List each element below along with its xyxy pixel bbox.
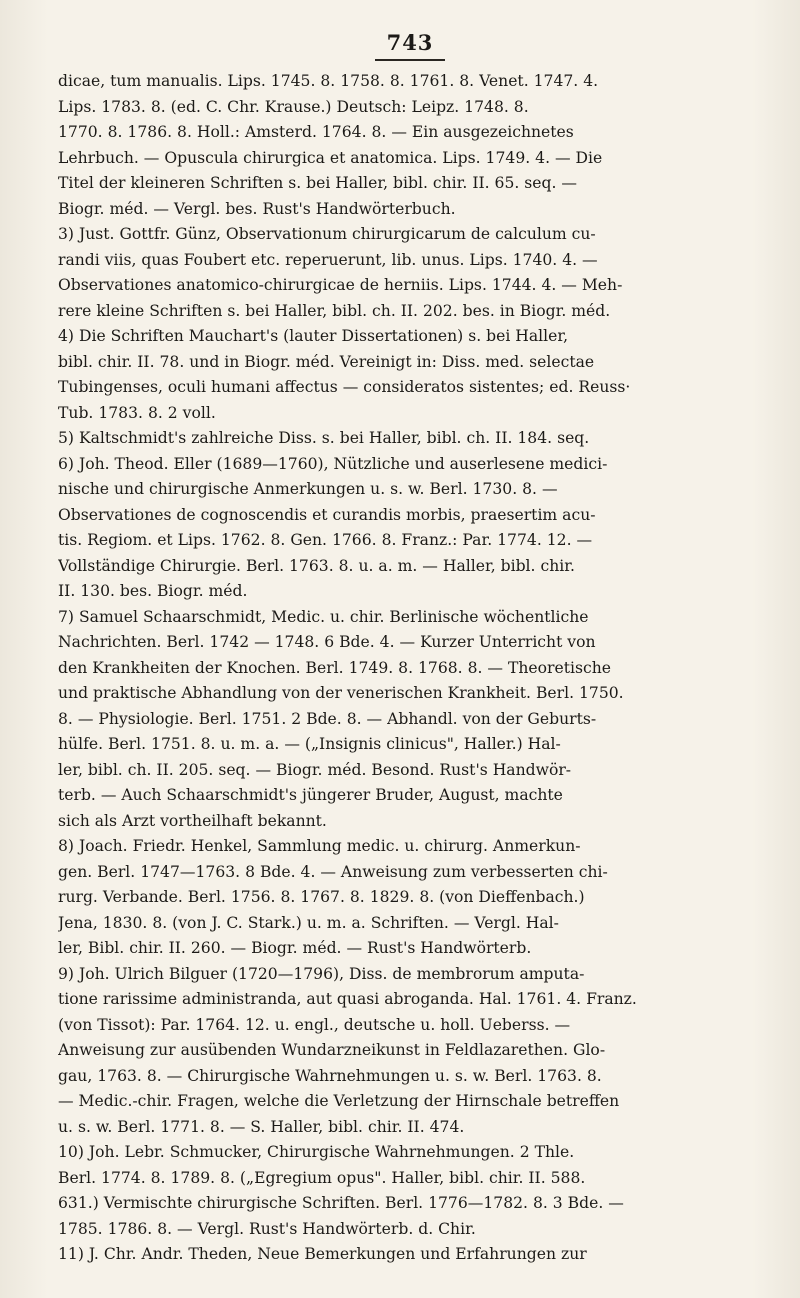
text-line: 631.) Vermischte chirurgische Schriften. Berl. 1776—1782. 8. 3 Bde. —: [58, 1194, 624, 1212]
text-line: rere kleine Schriften s. bei Haller, bibl. ch. II. 202. bes. in Biogr. méd.: [58, 301, 611, 320]
text-line: Tub. 1783. 8. 2 voll.: [58, 403, 216, 422]
text-line: dicae, tum manualis. Lips. 1745. 8. 1758. 8. 1761. 8. Venet. 1747. 4.: [58, 72, 599, 90]
text-line: sich als Arzt vortheilhaft bekannt.: [58, 811, 327, 830]
text-line: 8) Joach. Friedr. Henkel, Sammlung medic. u. chirurg. Anmerkun-: [58, 837, 581, 855]
text-line: tis. Regiom. et Lips. 1762. 8. Gen. 1766. 8. Franz.: Par. 1774. 12. —: [58, 531, 593, 549]
text-line: Titel der kleineren Schriften s. bei Haller, bibl. chir. II. 65. seq. —: [58, 174, 578, 192]
text-line: Jena, 1830. 8. (von J. C. Stark.) u. m. a. Schriften. — Vergl. Hal-: [58, 913, 559, 932]
text-line: Observationes anatomico-chirurgicae de herniis. Lips. 1744. 4. — Meh-: [58, 276, 623, 294]
text-line: II. 130. bes. Biogr. méd.: [58, 582, 248, 600]
page-number-rule: [375, 59, 445, 61]
text-line: 10) Joh. Lebr. Schmucker, Chirurgische Wahrnehmungen. 2 Thle.: [58, 1143, 575, 1161]
text-line: 3) Just. Gottfr. Günz, Observationum chirurgicarum de calculum cu-: [58, 225, 596, 243]
text-line: Observationes de cognoscendis et curandis morbis, praesertim acu-: [58, 505, 596, 524]
text-line: Vollständige Chirurgie. Berl. 1763. 8. u. a. m. — Haller, bibl. chir.: [58, 556, 575, 575]
text-line: Berl. 1774. 8. 1789. 8. („Egregium opus". Haller, bibl. chir. II. 588.: [58, 1168, 586, 1187]
text-line: gen. Berl. 1747—1763. 8 Bde. 4. — Anweisung zum verbesserten chi-: [58, 862, 608, 881]
text-line: randi viis, quas Foubert etc. reperuerunt, lib. unus. Lips. 1740. 4. —: [58, 250, 598, 269]
text-line: ler, bibl. ch. II. 205. seq. — Biogr. méd. Besond. Rust's Handwör-: [58, 760, 572, 779]
text-line: 11) J. Chr. Andr. Theden, Neue Bemerkungen und Erfahrungen zur: [58, 1245, 587, 1263]
text-line: — Medic.-chir. Fragen, welche die Verletzung der Hirnschale betreffen: [58, 1092, 620, 1110]
text-line: 8. — Physiologie. Berl. 1751. 2 Bde. 8. — Abhandl. von der Geburts-: [58, 709, 597, 728]
text-line: tione rarissime administranda, aut quasi abroganda. Hal. 1761. 4. Franz.: [58, 990, 637, 1008]
text-body: [58, 69, 762, 1268]
text-line: 7) Samuel Schaarschmidt, Medic. u. chir. Berlinische wöchentliche: [58, 607, 589, 626]
text-line: Lehrbuch. — Opuscula chirurgica et anatomica. Lips. 1749. 4. — Die: [58, 148, 603, 167]
text-line: nische und chirurgische Anmerkungen u. s. w. Berl. 1730. 8. —: [58, 480, 558, 498]
text-line: u. s. w. Berl. 1771. 8. — S. Haller, bibl. chir. II. 474.: [58, 1117, 465, 1136]
text-line: und praktische Abhandlung von der venerischen Krankheit. Berl. 1750.: [58, 684, 624, 702]
text-line: 1770. 8. 1786. 8. Holl.: Amsterd. 1764. 8. — Ein ausgezeichnetes: [58, 123, 574, 141]
text-line: Biogr. méd. — Vergl. bes. Rust's Handwörterbuch.: [58, 199, 456, 218]
text-line: hülfe. Berl. 1751. 8. u. m. a. — („Insignis clinicus", Haller.) Hal-: [58, 735, 561, 753]
text-line: terb. — Auch Schaarschmidt's jüngerer Bruder, August, machte: [58, 786, 563, 804]
text-line: Nachrichten. Berl. 1742 — 1748. 6 Bde. 4. — Kurzer Unterricht von: [58, 633, 596, 651]
page-number: 743: [386, 30, 434, 55]
text-line: Tubingenses, oculi humani affectus — consideratos sistentes; ed. Reuss·: [58, 378, 631, 396]
text-line: 6) Joh. Theod. Eller (1689—1760), Nützliche und auserlesene medici-: [58, 454, 608, 473]
text-line: den Krankheiten der Knochen. Berl. 1749. 8. 1768. 8. — Theoretische: [58, 658, 611, 677]
text-line: rurg. Verbande. Berl. 1756. 8. 1767. 8. 1829. 8. (von Dieffenbach.): [58, 888, 585, 906]
text-line: bibl. chir. II. 78. und in Biogr. méd. Vereinigt in: Diss. med. selectae: [58, 352, 595, 371]
text-line: Anweisung zur ausübenden Wundarzneikunst in Feldlazarethen. Glo-: [58, 1041, 606, 1059]
text-line: ler, Bibl. chir. II. 260. — Biogr. méd. — Rust's Handwörterb.: [58, 939, 532, 957]
text-line: 5) Kaltschmidt's zahlreiche Diss. s. bei Haller, bibl. ch. II. 184. seq.: [58, 429, 590, 447]
text-line: 9) Joh. Ulrich Bilguer (1720—1796), Diss. de membrorum amputa-: [58, 964, 585, 983]
text-line: (von Tissot): Par. 1764. 12. u. engl., deutsche u. holl. Ueberss. —: [58, 1015, 571, 1034]
text-line: 4) Die Schriften Mauchart's (lauter Dissertationen) s. bei Haller,: [58, 327, 569, 345]
text-line: gau, 1763. 8. — Chirurgische Wahrnehmungen u. s. w. Berl. 1763. 8.: [58, 1066, 602, 1085]
text-line: 1785. 1786. 8. — Vergl. Rust's Handwörterb. d. Chir.: [58, 1219, 476, 1238]
text-line: Lips. 1783. 8. (ed. C. Chr. Krause.) Deutsch: Leipz. 1748. 8.: [58, 97, 529, 116]
